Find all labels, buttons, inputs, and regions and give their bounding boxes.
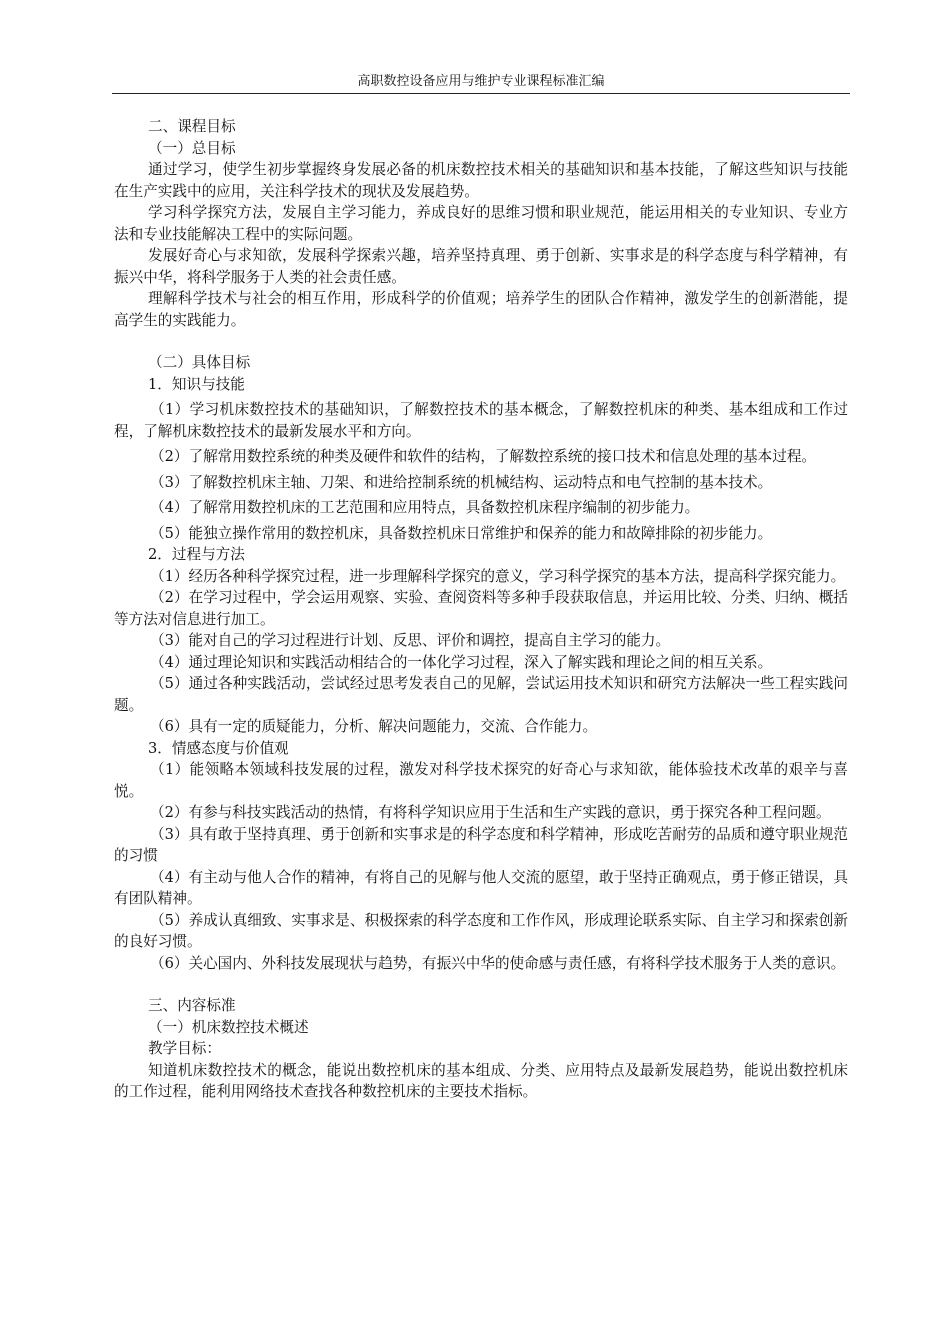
section-heading: 二、课程目标 bbox=[148, 118, 236, 135]
subsection-heading: （一）机床数控技术概述 bbox=[148, 1018, 309, 1036]
paragraph: 知道机床数控技术的概念，能说出数控机床的基本组成、分类、应用特点及最新发展趋势，能说出数控机床的工作过程，能利用网络技术查找各种数控机床的主要技术指标。 bbox=[114, 1061, 848, 1100]
subsection-heading: （一）总目标 bbox=[148, 139, 236, 157]
document-body bbox=[114, 116, 848, 1103]
header-divider bbox=[112, 93, 850, 94]
list-heading: 2．过程与方法 bbox=[148, 546, 245, 563]
list-item: （1）经历各种科学探究过程，进一步理解科学探究的意义，学习科学探究的基本方法，提高科学探究能力。 bbox=[150, 567, 846, 585]
list-item: （3）了解数控机床主轴、刀架、和进给控制系统的机械结构、运动特点和电气控制的基本技术。 bbox=[150, 473, 773, 491]
section-heading: 三、内容标准 bbox=[148, 997, 236, 1014]
paragraph: 学习科学探究方法，发展自主学习能力，养成良好的思维习惯和职业规范，能运用相关的专业知识、专业方法和专业技能解决工程中的实际问题。 bbox=[114, 204, 848, 243]
list-heading: 3．情感态度与价值观 bbox=[148, 739, 289, 757]
list-heading: 1．知识与技能 bbox=[148, 375, 245, 393]
list-item: （2）了解常用数控系统的种类及硬件和软件的结构，了解数控系统的接口技术和信息处理的基本过程。 bbox=[150, 448, 817, 465]
list-item: （4）通过理论知识和实践活动相结合的一体化学习过程，深入了解实践和理论之间的相互关系。 bbox=[150, 653, 773, 671]
list-item: （6）关心国内、外科技发展现状与趋势，有振兴中华的使命感与责任感，有将科学技术服务于人类的意识。 bbox=[150, 954, 846, 972]
paragraph: 发展好奇心与求知欲，发展科学探索兴趣，培养坚持真理、勇于创新、实事求是的科学态度与科学精神，有振兴中华，将科学服务于人类的社会责任感。 bbox=[114, 247, 848, 286]
list-item: （2）有参与科技实践活动的热情，有将科学知识应用于生活和生产实践的意识，勇于探究各种工程问题。 bbox=[150, 804, 831, 821]
list-item: （5）能独立操作常用的数控机床，具备数控机床日常维护和保养的能力和故障排除的初步能力。 bbox=[150, 524, 773, 542]
subsection-heading: （二）具体目标 bbox=[148, 354, 251, 371]
list-item: （1）学习机床数控技术的基础知识，了解数控技术的基本概念，了解数控机床的种类、基本组成和工作过程，了解机床数控技术的最新发展水平和方向。 bbox=[114, 401, 848, 440]
label: 教学目标： bbox=[148, 1040, 221, 1057]
list-item: （5）养成认真细致、实事求是、积极探索的科学态度和工作作风，形成理论联系实际、自主学习和探索创新的良好习惯。 bbox=[114, 911, 848, 950]
paragraph: 理解科学技术与社会的相互作用，形成科学的价值观；培养学生的团队合作精神，激发学生的创新潜能，提高学生的实践能力。 bbox=[114, 290, 848, 329]
paragraph: 通过学习，使学生初步掌握终身发展必备的机床数控技术相关的基础知识和基本技能，了解这些知识与技能在生产实践中的应用，关注科学技术的现状及发展趋势。 bbox=[114, 161, 848, 200]
list-item: （3）具有敢于坚持真理、勇于创新和实事求是的科学态度和科学精神，形成吃苦耐劳的品质和遵守职业规范的习惯 bbox=[114, 825, 848, 864]
list-item: （4）有主动与他人合作的精神，有将自己的见解与他人交流的愿望，敢于坚持正确观点，勇于修正错误，具有团队精神。 bbox=[114, 868, 848, 907]
list-item: （4）了解常用数控机床的工艺范围和应用特点，具备数控机床程序编制的初步能力。 bbox=[150, 499, 700, 516]
list-item: （3）能对自己的学习过程进行计划、反思、评价和调控，提高自主学习的能力。 bbox=[150, 632, 671, 649]
list-item: （1）能领略本领域科技发展的过程，激发对科学技术探究的好奇心与求知欲，能体验技术改革的艰辛与喜悦。 bbox=[114, 761, 848, 800]
page-header: 高职数控设备应用与维护专业课程标准汇编 bbox=[357, 74, 605, 89]
list-item: （2）在学习过程中，学会运用观察、实验、查阅资料等多种手段获取信息，并运用比较、分类、归纳、概括等方法对信息进行加工。 bbox=[114, 589, 848, 628]
list-item: （6）具有一定的质疑能力，分析、解决问题能力，交流、合作能力。 bbox=[150, 718, 598, 735]
list-item: （5）通过各种实践活动，尝试经过思考发表自己的见解，尝试运用技术知识和研究方法解决一些工程实践问题。 bbox=[114, 675, 848, 714]
